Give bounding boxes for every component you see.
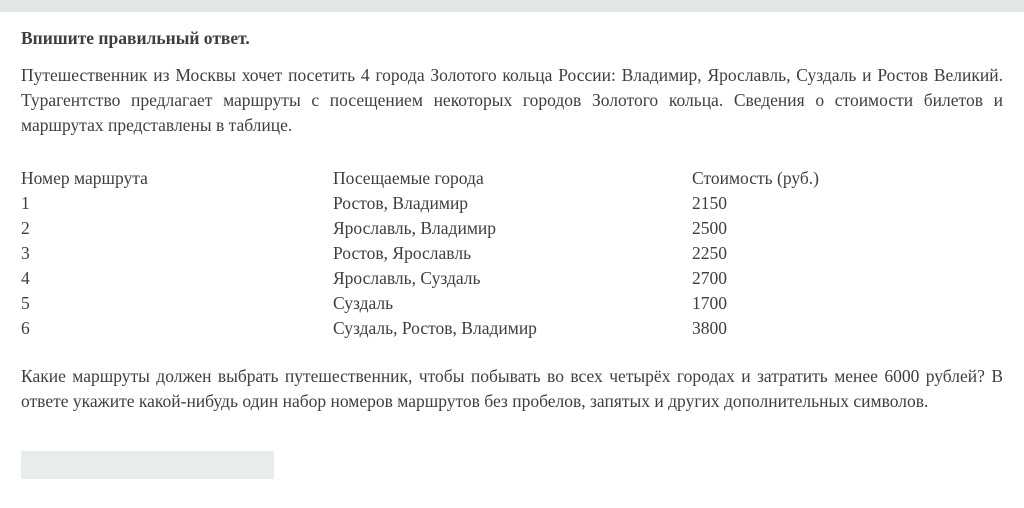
cost-cell: 2150 <box>692 193 727 213</box>
table-row <box>21 316 1003 341</box>
intro-paragraph: Путешественник из Москвы хочет посетить 4 города Золотого кольца России: Владимир, Ярославль, Суздаль и Ростов Великий. Турагентство предлагает маршруты с посещением некоторых городов Золотого кольца. Сведения о стоимости билетов и маршрутах представлены в таблице. <box>21 65 1003 135</box>
route-number-cell: 1 <box>21 193 30 213</box>
header-route-number: Номер маршрута <box>21 168 148 188</box>
answer-input[interactable] <box>21 451 274 479</box>
cities-cell: Суздаль <box>333 293 394 313</box>
answer-area <box>21 451 1003 479</box>
cities-cell: Суздаль, Ростов, Владимир <box>333 318 537 338</box>
cities-cell: Ростов, Ярославль <box>333 243 472 263</box>
routes-table <box>21 166 1003 341</box>
cost-cell: 2700 <box>692 268 727 288</box>
table-row <box>21 241 1003 266</box>
table-row <box>21 216 1003 241</box>
table-header-row <box>21 166 1003 191</box>
header-cities: Посещаемые города <box>333 168 484 188</box>
route-number-cell: 3 <box>21 243 30 263</box>
header-cost: Стоимость (руб.) <box>692 168 819 188</box>
cost-cell: 1700 <box>692 293 727 313</box>
question-paragraph: Какие маршруты должен выбрать путешественник, чтобы побывать во всех четырёх городах и затратить менее 6000 рублей? В ответе укажите какой-нибудь один набор номеров маршрутов без пробелов, запятых и других дополнительных символов. <box>21 366 1003 411</box>
cost-cell: 2500 <box>692 218 727 238</box>
cities-cell: Ярославль, Суздаль <box>333 268 481 288</box>
route-number-cell: 5 <box>21 293 30 313</box>
route-number-cell: 2 <box>21 218 30 238</box>
question-page <box>0 26 1024 479</box>
cities-cell: Ярославль, Владимир <box>333 218 497 238</box>
table-row <box>21 291 1003 316</box>
top-strip <box>0 0 1024 12</box>
table-row <box>21 266 1003 291</box>
table-row <box>21 191 1003 216</box>
route-number-cell: 4 <box>21 268 30 288</box>
cities-cell: Ростов, Владимир <box>333 193 469 213</box>
cost-cell: 2250 <box>692 243 727 263</box>
route-number-cell: 6 <box>21 318 30 338</box>
page-title: Впишите правильный ответ. <box>21 28 250 48</box>
cost-cell: 3800 <box>692 318 727 338</box>
